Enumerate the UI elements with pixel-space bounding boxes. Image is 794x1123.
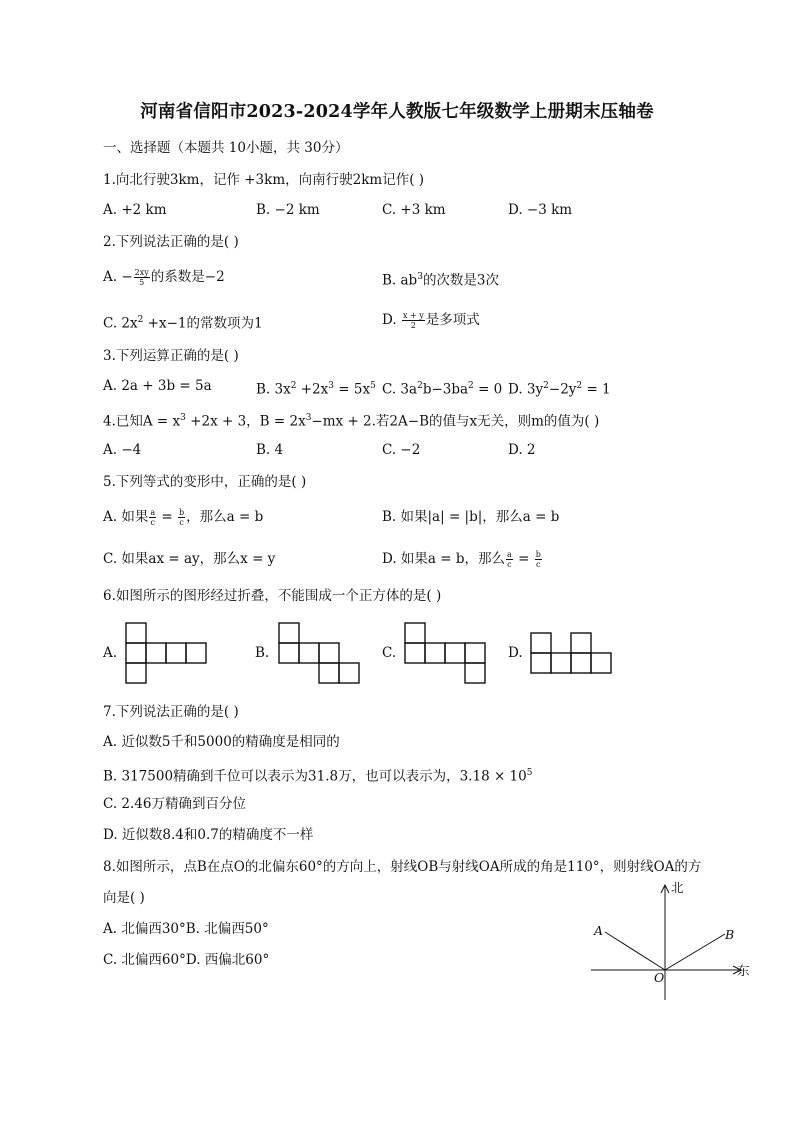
question-3-option-c [382, 377, 502, 399]
exponent: 3 [328, 381, 334, 391]
exponent: 2 [468, 381, 474, 391]
option-text: D. [382, 312, 401, 328]
exponent: 3 [305, 413, 312, 423]
question-1-option-d: D. −3 km [508, 202, 573, 218]
question-1-option-c: C. +3 km [382, 202, 446, 218]
fraction [506, 550, 513, 569]
exponent: 5 [370, 381, 376, 391]
option-text: A. − [103, 269, 133, 285]
exponent: 2 [290, 381, 297, 391]
question-7-option-c: C. 2.46万精确到百分位 [103, 796, 246, 812]
option-text: b−3ba [422, 381, 469, 398]
question-3-option-d [508, 377, 611, 399]
option-text: A. 如果 [103, 509, 149, 525]
stem-text: +2x + 3，B = 2x [185, 413, 306, 430]
option-text: D. 如果a = b，那么 [382, 551, 506, 567]
question-1-option-a: A. +2 km [103, 202, 167, 218]
denominator: c [507, 560, 512, 569]
question-4-option-a: A. −4 [103, 442, 142, 458]
question-3-option-b [256, 377, 376, 399]
numerator: x + y [402, 311, 424, 320]
option-text: C. 2x [103, 315, 138, 332]
question-5-option-c: C. 如果ax = ay，那么x = y [103, 551, 276, 567]
question-4-stem [103, 409, 599, 431]
fraction [134, 268, 150, 287]
question-5-option-b: B. 如果|a| = |b|，那么a = b [382, 509, 560, 525]
option-text: +x−1的常数项为1 [143, 315, 263, 332]
north-label: 北 [671, 880, 684, 895]
stem-text: 4.已知A = x [103, 413, 181, 430]
fraction [402, 311, 425, 330]
direction-diagram [585, 880, 755, 1009]
page-title: 河南省信阳市2023-2024学年人教版七年级数学上册期末压轴卷 [140, 102, 654, 122]
denominator: c [179, 518, 184, 527]
question-1-option-b: B. −2 km [256, 202, 320, 218]
option-text: ，那么a = b [186, 509, 264, 525]
question-6-stem: 6.如图所示的图形经过折叠，不能围成一个正方体的是( ) [103, 588, 442, 604]
option-text: B. 317500精确到千位可以表示为31.8万，也可以表示为，3.18 × 10 [103, 768, 527, 785]
exponent: 2 [417, 381, 423, 391]
denominator: c [150, 518, 155, 527]
question-2-option-b [382, 268, 499, 290]
denominator: 2 [410, 321, 416, 330]
point-b-label: B [725, 927, 735, 942]
question-6-option-c-label: C. [382, 645, 397, 661]
ray-ob [665, 934, 725, 970]
question-8-stem-line-2: 向是( ) [103, 890, 145, 906]
equals-sign: = [513, 551, 534, 567]
equals-sign: = [157, 509, 178, 525]
question-7-option-b [103, 764, 532, 786]
option-text: = 0 [473, 381, 503, 398]
question-6-option-d-label: D. [508, 645, 523, 661]
question-7-stem: 7.下列说法正确的是( ) [103, 704, 239, 720]
question-4-option-b: B. 4 [256, 442, 284, 458]
question-5-option-a [103, 508, 263, 527]
option-text: 的次数是3次 [422, 272, 500, 289]
numerator: a [507, 550, 512, 559]
question-3-option-a: A. 2a + 3b = 5a [103, 378, 212, 394]
question-6-option-b-label: B. [255, 645, 270, 661]
option-text: B. ab [382, 272, 418, 289]
question-5-stem: 5.下列等式的变形中，正确的是( ) [103, 474, 307, 490]
question-8-stem-line-1: 8.如图所示，点B在点O的北偏东60°的方向上，射线OB与射线OA所成的角是110°，则射线OA的方 [103, 859, 702, 875]
fraction [535, 550, 542, 569]
cube-net-c [404, 622, 488, 686]
stem-text: −mx + 2.若2A−B的值与x无关，则m的值为( ) [311, 413, 600, 430]
question-7-option-d: D. 近似数8.4和0.7的精确度不一样 [103, 827, 314, 843]
option-text: = 5x [334, 381, 371, 398]
question-4-option-d: D. 2 [508, 442, 536, 458]
option-text: −2y [548, 381, 577, 398]
option-text: 的系数是−2 [150, 269, 225, 285]
option-text: 是多项式 [425, 312, 480, 328]
question-5-option-d [382, 550, 543, 569]
ray-oa [605, 932, 665, 970]
numerator: a [150, 508, 156, 517]
exponent: 3 [180, 413, 186, 423]
question-7-option-a: A. 近似数5千和5000的精确度是相同的 [103, 734, 340, 750]
denominator: c [536, 560, 541, 569]
question-1-stem: 1.向北行驶3km，记作 +3km，向南行驶2km记作( ) [103, 172, 425, 188]
cube-net-d [530, 632, 614, 676]
denominator: 5 [139, 278, 145, 287]
exponent: 3 [417, 272, 423, 282]
direction-diagram-svg [585, 880, 755, 1005]
question-8-options-ab: A. 北偏西30°B. 北偏西50° [103, 921, 269, 937]
question-2-option-a [103, 268, 225, 287]
option-text: B. 3x [256, 381, 291, 398]
question-2-option-d [382, 311, 480, 330]
question-2-option-c [103, 311, 263, 333]
numerator: 2xy [134, 268, 149, 277]
option-text: = 1 [582, 381, 611, 398]
cube-net-b [278, 622, 362, 686]
exponent: 2 [137, 315, 144, 325]
point-o-label: O [654, 970, 665, 985]
question-3-stem: 3.下列运算正确的是( ) [103, 348, 239, 364]
numerator: b [535, 550, 541, 559]
cube-net-a [125, 622, 209, 686]
option-text: D. 3y [508, 381, 544, 398]
fraction [178, 508, 185, 527]
question-6-option-a-label: A. [103, 645, 118, 661]
section-heading: 一、选择题（本题共 10小题，共 30分） [103, 140, 349, 156]
exponent: 2 [576, 381, 583, 391]
question-2-stem: 2.下列说法正确的是( ) [103, 234, 239, 250]
point-a-label: A [594, 923, 604, 938]
option-text: C. 3a [382, 381, 418, 398]
question-4-option-c: C. −2 [382, 442, 421, 458]
question-8-options-cd: C. 北偏西60°D. 西偏北60° [103, 952, 270, 968]
east-label: 东 [737, 963, 750, 978]
numerator: b [179, 508, 185, 517]
fraction [149, 508, 156, 527]
exponent: 5 [526, 768, 533, 778]
exponent: 2 [543, 381, 549, 391]
option-text: +2x [296, 381, 329, 398]
